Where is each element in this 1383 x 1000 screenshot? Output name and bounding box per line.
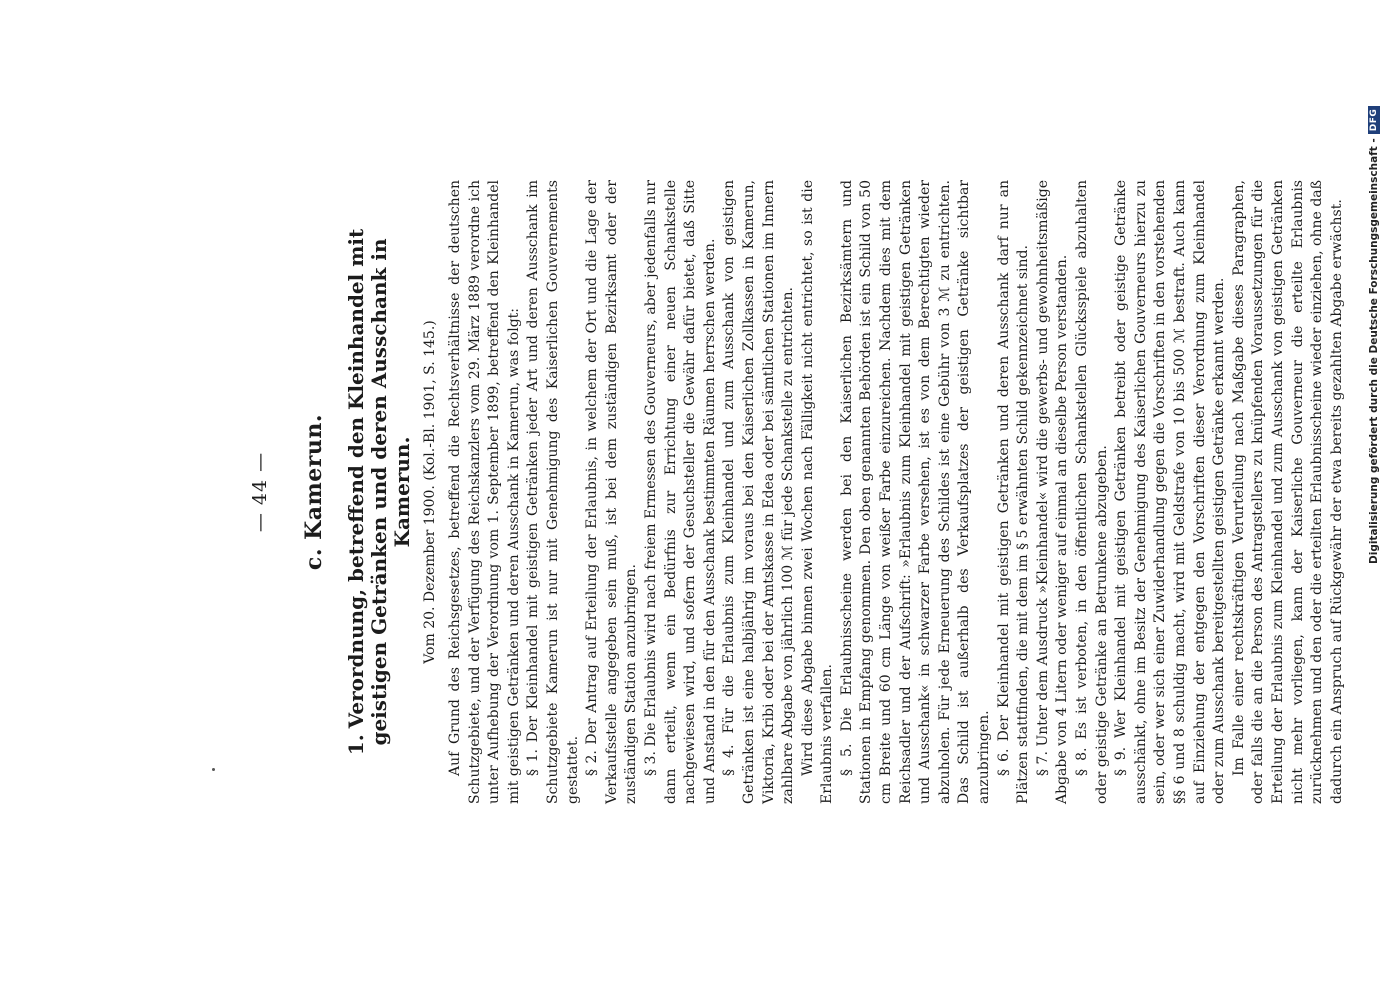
- page-number: — 44 —: [249, 451, 271, 533]
- paragraph-1: § 1. Der Kleinhandel mit geistigen Getränken jeder Art und deren Ausschank im Schutzgebiete Kamerun ist nur mit Genehmigung des Kaiserlichen Gouvernements gestattet.: [525, 180, 581, 804]
- section-heading: c. Kamerun.: [301, 413, 327, 571]
- paragraph-2: § 2. Der Antrag auf Erteilung der Erlaubnis, in welchem der Ort und die Lage der Verkaufsstelle angegeben sein muß, ist bei dem zuständigen Bezirksamt oder der zuständigen Station anzubringen.: [584, 180, 640, 804]
- paragraph-4-continued: Wird diese Abgabe binnen zwei Wochen nach Fälligkeit nicht entrichtet, so ist die Erlaubnis verfallen.: [799, 180, 836, 804]
- dfg-logo: DFG: [1368, 106, 1380, 135]
- scan-speck: [212, 768, 215, 771]
- ordinance-title-text: Verordnung, betreffend den Kleinhandel mit geistigen Getränken und deren Ausschank in Kamerun.: [344, 228, 414, 746]
- ordinance-body: [446, 180, 1347, 804]
- preamble-paragraph: Auf Grund des Reichsgesetzes, betreffend die Rechtsverhältnisse der deutschen Schutzgebiete, und der Verfügung des Reichskanzlers vom 29. März 1889 verordne ich unter Aufhebung der Verordnung vom 1. September 1899, betreffend den Kleinhandel mit geistigen Getränken und deren Ausschank in Kamerun, was folgt:: [447, 180, 522, 804]
- paragraph-4: § 4. Für die Erlaubnis zum Kleinhandel und zum Ausschank von geistigen Getränken ist eine halbjährig im voraus bei den Kaiserlichen Zollkassen in Kamerun, Viktoria, Kribi oder bei der Amtskasse in Edea oder bei sämtlichen Stationen im Innern zahlbare Abgabe von jährlich 100 ℳ für jede Schankstelle zu entrichten.: [721, 180, 797, 804]
- ordinance-title: [345, 180, 414, 804]
- paragraph-5: § 5. Die Erlaubnisscheine werden bei den Kaiserlichen Bezirksämtern und Stationen in Empfang genommen. Den oben genannten Behörden ist ein Schild von 50 cm Breite und 60 cm Länge von weißer Farbe einzureichen. Nachdem dies mit dem Reichsadler und der Aufschrift: »Erlaubnis zum Kleinhandel mit geistigen Getränken und Ausschank« in schwarzer Farbe versehen, ist es von dem Berechtigten wieder abzuholen. Für jede Erneuerung des Schildes ist eine Gebühr von 3 ℳ zu entrichten. Das Schild ist außerhalb des Verkaufsplatzes der geistigen Getränke sichtbar anzubringen.: [838, 180, 993, 804]
- paragraph-8: § 8. Es ist verboten, in den öffentlichen Schankstellen Glücksspiele abzuhalten oder geistige Getränke an Betrunkene abzugeben.: [1074, 180, 1110, 804]
- paragraph-6: § 6. Der Kleinhandel mit geistigen Getränken und deren Ausschank darf nur an Plätzen stattfinden, die mit dem im § 5 erwähnten Schild gekennzeichnet sind.: [995, 180, 1032, 804]
- paragraph-3: § 3. Die Erlaubnis wird nach freiem Ermessen des Gouverneurs, aber jedenfalls nur dann erteilt, wenn ein Bedürfnis zur Errichtung einer neuen Schankstelle nachgewiesen wird, und sofern der Gesuchsteller die Gewähr dafür bietet, daß Sitte und Anstand in den für den Ausschank bestimmten Räumen herrschen werden.: [642, 180, 718, 804]
- scanned-page: [171, 110, 1345, 890]
- digitization-credit: [1364, 0, 1383, 564]
- paragraph-9-continued: Im Falle einer rechtskräftigen Verurteilung nach Maßgabe dieses Paragraphen, oder falls die an die Person des Antragstellers zu knüpfenden Voraussetzungen für die Erteilung der Erlaubnis zum Kleinhandel und zum Ausschank von geistigen Getränken nicht mehr vorliegen, kann der Kaiserliche Gouverneur die erteilte Erlaubnis zurücknehmen und den oder die erteilten Erlaubnisscheine wieder einziehen, ohne daß dadurch ein Anspruch auf Rückgewähr der etwa bereits gezahlten Abgabe erwächst.: [1230, 180, 1345, 804]
- paragraph-7: § 7. Unter dem Ausdruck »Kleinhandel« wird die gewerbs- und gewohnheitsmäßige Abgabe von 4 Litern oder weniger auf einmal an dieselbe Person verstanden.: [1034, 180, 1071, 804]
- ordinance-number: 1.: [344, 734, 368, 756]
- credit-text: Digitalisierung gefördert durch die Deutsche Forschungsgemeinschaft -: [1368, 138, 1380, 564]
- ordinance-date: Vom 20. Dezember 1900. (Kol.-Bl. 1901, S. 145.): [422, 320, 438, 664]
- paragraph-9: § 9. Wer Kleinhandel mit geistigen Getränken betreibt oder geistige Getränke ausschänkt, ohne im Besitz der Genehmigung des Kaiserlichen Gouverneurs hierzu zu sein, oder wer sich einer Zuwiderhandlung gegen die Vorschriften in den vorstehenden §§ 6 und 8 schuldig macht, wird mit Geldstrafe von 10 bis 500 ℳ bestraft. Auch kann auf Einziehung der entgegen den Vorschriften dieser Verordnung zum Kleinhandel oder zum Ausschank bereitgestellten geistigen Getränke erkannt werden.: [1113, 180, 1228, 804]
